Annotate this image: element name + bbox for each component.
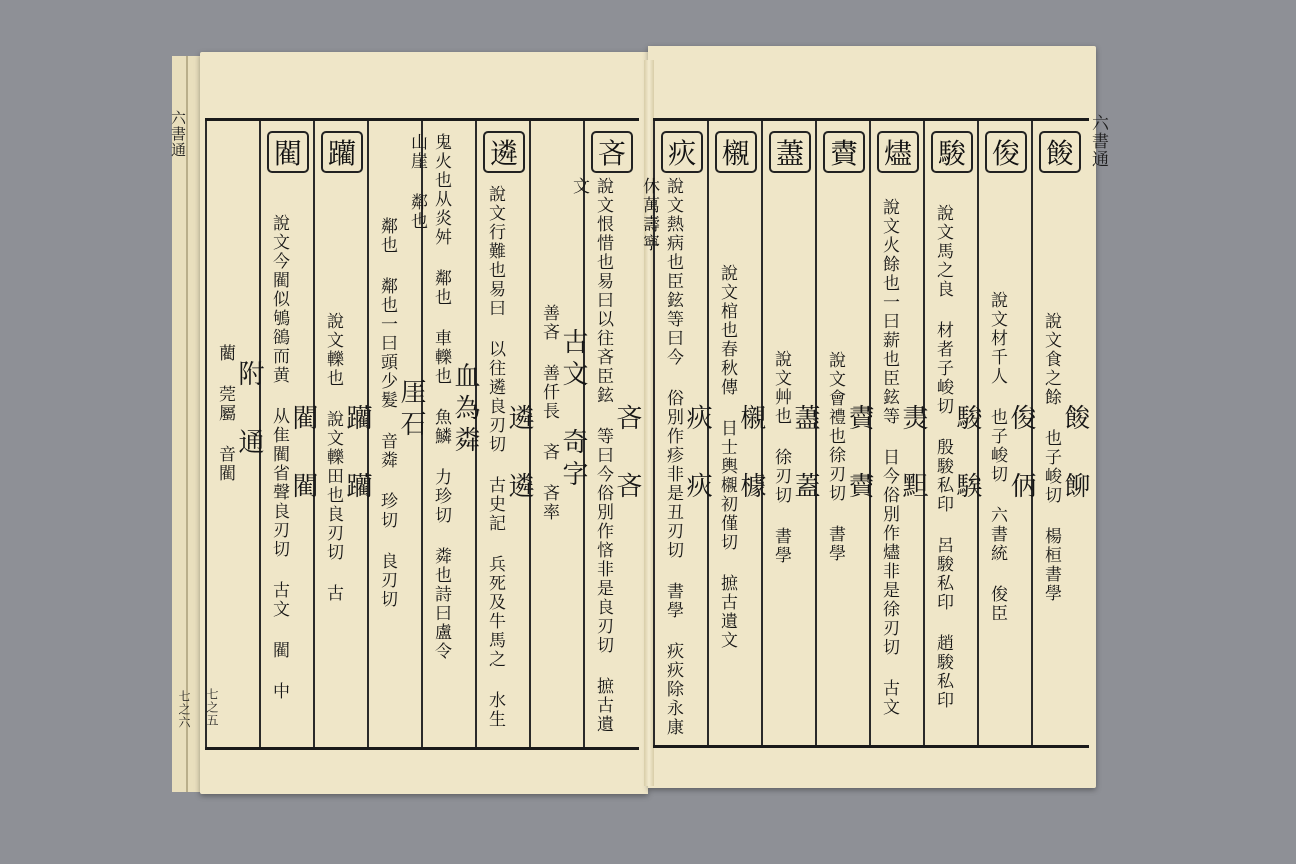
seal-script-forms: 躪 躪 — [342, 404, 372, 504]
entry-gloss: 說文材千人 也子峻切 六書統 俊臣 — [987, 291, 1007, 623]
seal-script-forms: 吝 吝 — [612, 404, 642, 504]
page-stack — [172, 56, 203, 792]
seal-script-forms: 賮 賮 — [844, 404, 874, 504]
entry-text — [207, 133, 264, 693]
entry-gloss: 說文今閵似鴝鵒而黄 从隹閵省聲良刃切 古文 閵 中 — [269, 213, 289, 701]
entry-head-character: 吝 — [591, 131, 633, 173]
seal-script-forms: 駿 騃 — [952, 404, 982, 504]
entry-text — [477, 177, 534, 737]
entry-head-character: 疢 — [661, 131, 703, 173]
left-margin-number-1: 七之六 — [177, 690, 191, 729]
seal-script-forms: 櫬 㯫 — [736, 404, 766, 504]
entry-text — [709, 177, 766, 737]
left-column — [313, 121, 372, 747]
right-text-frame — [639, 118, 1090, 748]
entry-head-character: 駿 — [931, 131, 973, 173]
entry-head-character: 餕 — [1039, 131, 1081, 173]
seal-script-forms: 厓石 — [396, 378, 426, 442]
right-column — [815, 121, 874, 745]
entry-head-character: 躪 — [321, 131, 363, 173]
entry-text — [817, 177, 874, 737]
entry-head-character: 俊 — [985, 131, 1027, 173]
right-column — [639, 121, 712, 745]
entry-text — [925, 177, 982, 737]
seal-script-forms: 閵 閵 — [288, 404, 318, 504]
right-column — [761, 121, 820, 745]
entry-gloss: 說文熱病也臣鉉等曰今 俗別作疹非是丑刃切 書學 疢疢除永康 休萬壽寧 — [639, 177, 683, 737]
left-column — [367, 121, 426, 747]
right-column — [923, 121, 982, 745]
entry-gloss: 說文轢也 說文轢田也良刃切 古 — [323, 311, 343, 603]
entry-gloss: 鬼火也从炎舛 鄰也 車轢也 魚鱗 力珍切 粦也詩曰盧令 山崖 鄰也 — [407, 133, 451, 661]
entry-gloss: 說文食之餘 也子峻切 楊桓書學 — [1041, 311, 1061, 603]
entry-head-character: 賮 — [823, 131, 865, 173]
entry-gloss: 說文恨惜也易曰以往吝臣鉉 等曰今俗別作悋非是良刃切 摭古遺文 — [569, 177, 613, 734]
page-fold — [186, 56, 188, 792]
left-column — [529, 121, 588, 747]
left-column — [475, 121, 534, 747]
right-margin-title: 六書通 — [1088, 114, 1108, 168]
left-column — [205, 121, 264, 747]
entry-gloss: 說文馬之良 材者子峻切 殷駿私印 呂駿私印 趙駿私印 — [933, 204, 953, 710]
entry-text — [639, 177, 712, 737]
entry-text — [315, 177, 372, 737]
entry-gloss: 說文行難也易曰 以往遴良刃切 古史記 兵死及牛馬之 水生 — [485, 185, 505, 729]
entry-text — [871, 177, 928, 737]
seal-script-forms: 遴 遴 — [504, 404, 534, 504]
entry-head-character: 遴 — [483, 131, 525, 173]
entry-gloss: 善吝 善仟長 吝 吝率 — [539, 304, 559, 522]
entry-head-character: 燼 — [877, 131, 919, 173]
left-text-frame — [205, 118, 642, 750]
right-column — [869, 121, 928, 745]
left-margin-number-2: 七之五 — [205, 688, 219, 727]
entry-text — [531, 133, 588, 693]
seal-script-forms: 附 通 — [234, 360, 264, 460]
entry-gloss: 說文艸也 徐刃切 書學 — [771, 349, 791, 565]
entry-text — [369, 133, 426, 693]
entry-text — [979, 177, 1036, 737]
seal-script-forms: 血為粦 — [450, 362, 480, 458]
left-column — [259, 121, 318, 747]
entry-text — [1033, 177, 1090, 737]
entry-text — [261, 177, 318, 737]
seal-script-forms: 疢 疢 — [682, 404, 712, 504]
entry-gloss: 說文棺也春秋傳 日士輿櫬初僅切 摭古遺文 — [717, 264, 737, 650]
seal-script-forms: 藎 蓋 — [790, 404, 820, 504]
right-column — [977, 121, 1036, 745]
entry-gloss: 說文會禮也徐刃切 書學 — [825, 351, 845, 563]
right-column — [1031, 121, 1090, 745]
left-margin-title: 六書通 — [169, 110, 187, 158]
entry-gloss: 說文火餘也一曰薪也臣鉉等 日今俗別作燼非是徐刃切 古文 — [879, 197, 899, 717]
entry-head-character: 閵 — [267, 131, 309, 173]
entry-text — [763, 177, 820, 737]
seal-script-forms: 餕 飹 — [1060, 404, 1090, 504]
seal-script-forms: 古文 奇字 — [558, 328, 588, 492]
entry-gloss: 藺 莞屬 音閵 — [215, 343, 235, 483]
entry-head-character: 櫬 — [715, 131, 757, 173]
entry-gloss: 鄰也 鄰也一曰頭少髮 音粦 珍切 良刃切 — [377, 217, 397, 609]
right-column — [707, 121, 766, 745]
seal-script-forms: 㶳 䵣 — [898, 404, 928, 504]
entry-head-character: 藎 — [769, 131, 811, 173]
seal-script-forms: 俊 㑂 — [1006, 404, 1036, 504]
